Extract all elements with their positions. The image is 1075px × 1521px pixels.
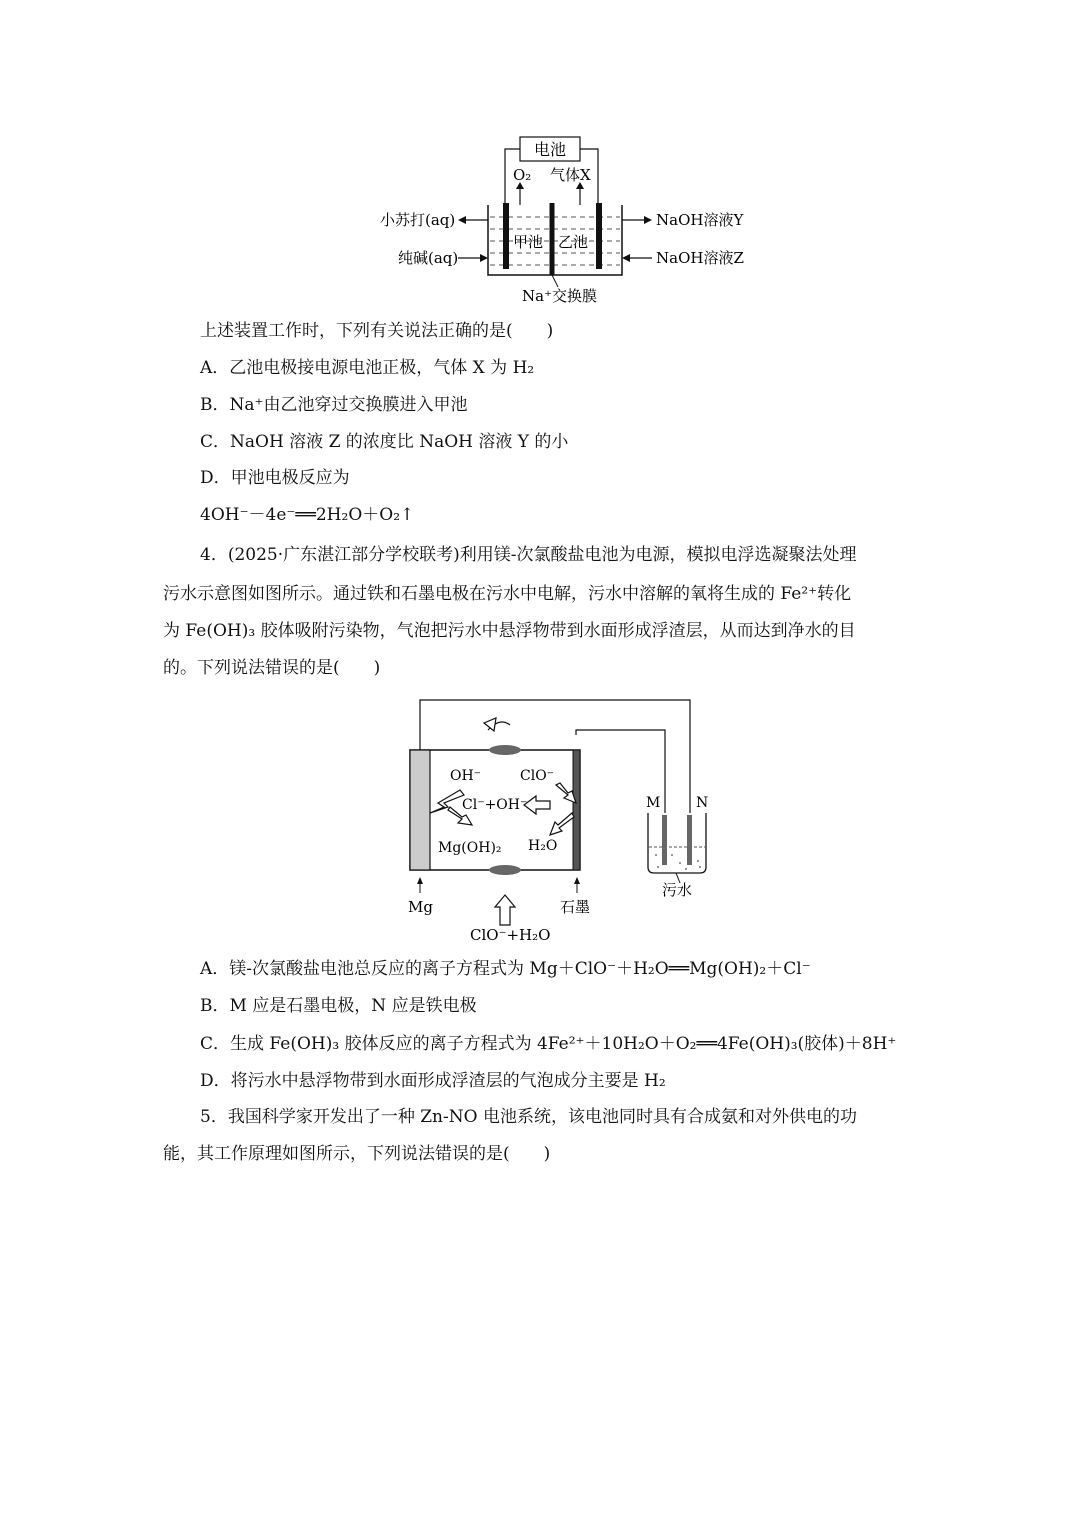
battery-label: 电池 bbox=[533, 140, 567, 159]
m-label: M bbox=[646, 795, 661, 811]
q3-option-d: D．甲池电极反应为 bbox=[200, 468, 350, 488]
q4-line-4: 的。下列说法错误的是( ) bbox=[163, 658, 381, 678]
q4-option-d: D．将污水中悬浮物带到水面形成浮渣层的气泡成分主要是 H₂ bbox=[200, 1071, 666, 1091]
electrolysis-cell-figure bbox=[370, 135, 750, 305]
cell-b-label: 乙池 bbox=[558, 233, 589, 251]
left-electrode bbox=[503, 203, 509, 269]
oh-label: OH⁻ bbox=[450, 768, 482, 784]
right-top-label: NaOH溶液Y bbox=[656, 211, 744, 229]
n-electrode bbox=[687, 815, 692, 865]
membrane-label: Na⁺交换膜 bbox=[522, 287, 597, 305]
q4-line-2: 污水示意图如图所示。通过铁和石墨电极在污水中电解，污水中溶解的氧将生成的 Fe²⁺转化 bbox=[163, 584, 852, 604]
o2-label: O₂ bbox=[513, 166, 532, 184]
h2o-label: H₂O bbox=[528, 838, 558, 854]
q3-option-d-equation: 4OH⁻－4e⁻══2H₂O＋O₂↑ bbox=[200, 505, 415, 525]
mg-label: Mg bbox=[408, 898, 433, 916]
q4-line-1: 4．(2025·广东湛江部分学校联考)利用镁-次氯酸盐电池为电源，模拟电浮选凝聚法处理 bbox=[200, 545, 857, 565]
q5-line-2: 能，其工作原理如图所示，下列说法错误的是( ) bbox=[163, 1144, 551, 1164]
q4-line-3: 为 Fe(OH)₃ 胶体吸附污染物，气泡把污水中悬浮物带到水面形成浮渣层，从而达到净水的目 bbox=[163, 621, 856, 641]
graphite-label: 石墨 bbox=[560, 898, 591, 916]
sewage-label: 污水 bbox=[662, 881, 693, 899]
q3-option-b: B．Na⁺由乙池穿过交换膜进入甲池 bbox=[200, 395, 468, 415]
gas-x-label: 气体X bbox=[550, 166, 591, 184]
clo-label: ClO⁻ bbox=[520, 768, 555, 784]
q4-option-b: B．M 应是石墨电极，N 应是铁电极 bbox=[200, 996, 477, 1016]
left-bottom-label: 纯碱(aq) bbox=[398, 249, 459, 267]
q5-line-1: 5．我国科学家开发出了一种 Zn-NO 电池系统，该电池同时具有合成氨和对外供电的功 bbox=[200, 1107, 857, 1127]
right-electrode bbox=[596, 203, 602, 269]
graphite-electrode bbox=[573, 750, 580, 870]
q4-option-c: C．生成 Fe(OH)₃ 胶体反应的离子方程式为 4Fe²⁺＋10H₂O＋O₂══4Fe(OH)₃(胶体)＋8H⁺ bbox=[200, 1034, 897, 1054]
mgoh2-label: Mg(OH)₂ bbox=[438, 840, 502, 856]
q3-stem: 上述装置工作时，下列有关说法正确的是( ) bbox=[200, 321, 554, 341]
right-bottom-label: NaOH溶液Z bbox=[656, 249, 744, 267]
left-top-label: 小苏打(aq) bbox=[380, 211, 456, 229]
m-electrode bbox=[662, 815, 667, 865]
q3-option-c: C．NaOH 溶液 Z 的浓度比 NaOH 溶液 Y 的小 bbox=[200, 432, 569, 452]
q4-option-a: A．镁-次氯酸盐电池总反应的离子方程式为 Mg＋ClO⁻＋H₂O══Mg(OH)₂＋Cl⁻ bbox=[200, 959, 811, 979]
q3-option-a: A．乙池电极接电源电池正极，气体 X 为 H₂ bbox=[200, 358, 535, 378]
n-label: N bbox=[696, 795, 709, 811]
inlet-label: ClO⁻+H₂O bbox=[470, 926, 551, 944]
beaker bbox=[648, 813, 706, 873]
center-label: Cl⁻+OH⁻ bbox=[462, 797, 528, 813]
mg-electrode bbox=[410, 750, 430, 870]
mg-battery-figure bbox=[400, 695, 730, 950]
cell-a-label: 甲池 bbox=[513, 233, 544, 251]
